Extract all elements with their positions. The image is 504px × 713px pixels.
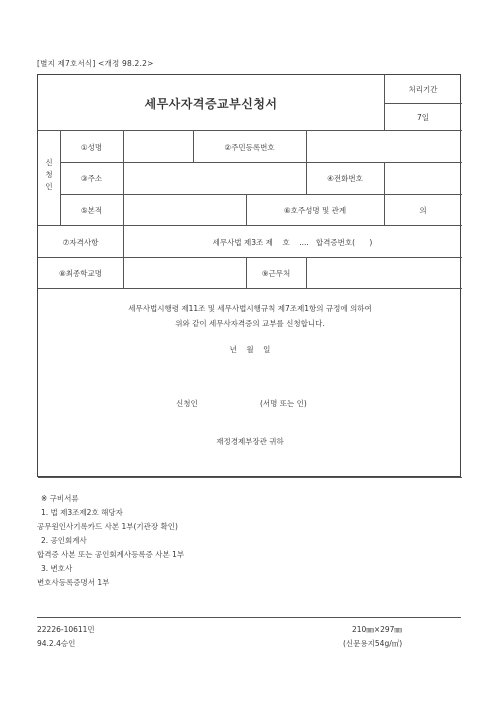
recipient: 재정경제부장관 귀하 — [216, 437, 284, 446]
documents-item: 3. 변호사 — [41, 564, 73, 573]
documents-item: 1. 법 제3조제2호 해당자 — [41, 508, 123, 517]
cell-divider — [306, 130, 307, 162]
processing-divider — [384, 103, 462, 104]
rule — [60, 194, 462, 195]
applicant-signature-label: 신청인 — [176, 399, 198, 408]
rule — [38, 288, 462, 289]
documents-item: 합격증 사본 또는 공인회계사등록증 사본 1부 — [37, 550, 185, 559]
signature-placeholder: (서명 또는 인) — [260, 399, 307, 408]
workplace-label: ⑨근무처 — [261, 269, 291, 278]
phone-label: ④전화번호 — [327, 174, 363, 183]
paper-size: 210㎜×297㎜ — [352, 625, 402, 634]
domicile-label: ⑤본적 — [80, 206, 103, 215]
date-line: 년 월 일 — [229, 345, 271, 354]
name-label: ①성명 — [80, 143, 103, 152]
form-code: 22226-10611민 — [37, 625, 95, 634]
rule — [38, 225, 462, 226]
family-head-label: ⑥호주성명 및 관계 — [283, 206, 347, 215]
application-form — [37, 74, 461, 477]
label-divider — [123, 130, 124, 288]
documents-item: 공무원인사기록카드 사본 1부(기관장 확인) — [37, 522, 178, 531]
form-title: 세무사자격증교부신청서 — [144, 97, 278, 111]
rule — [60, 162, 462, 163]
body-line-2: 위와 같이 세무사자격증의 교부를 신청합니다. — [175, 319, 325, 328]
documents-item: 변호사등록증명서 1부 — [37, 578, 110, 587]
bottom-rule — [37, 617, 461, 618]
header-note: [별지 제7호서식] <개정 98.2.2> — [37, 59, 154, 68]
applicant-label: 신 청 인 — [45, 158, 53, 191]
body-line-1: 세무사법시행령 제11조 및 세무사법시행규칙 제7조제1항의 규정에 의하여 — [128, 304, 372, 313]
paper-weight: (신문용지54g/㎡) — [343, 639, 403, 648]
qualification-label: ⑦자격사항 — [62, 238, 99, 247]
rule — [38, 257, 462, 258]
qualification-value: 세무사법 제3조 제 호 .... 합격증번호( ) — [212, 238, 373, 247]
resident-no-label: ②주민등록번호 — [224, 143, 275, 152]
documents-item: 2. 공인회계사 — [41, 536, 87, 545]
cell-divider — [384, 162, 385, 194]
documents-heading: ※ 구비서류 — [41, 494, 79, 503]
rule — [38, 477, 462, 478]
processing-label: 처리기간 — [408, 85, 438, 94]
processing-value: 7일 — [416, 113, 430, 122]
rule — [38, 130, 462, 131]
address-label: ③주소 — [80, 174, 103, 183]
approval-date: 94.2.4승인 — [37, 639, 76, 648]
school-label: ⑧최종학교명 — [59, 269, 102, 278]
family-relation-suffix: 의 — [419, 206, 427, 215]
cell-divider — [306, 257, 307, 288]
